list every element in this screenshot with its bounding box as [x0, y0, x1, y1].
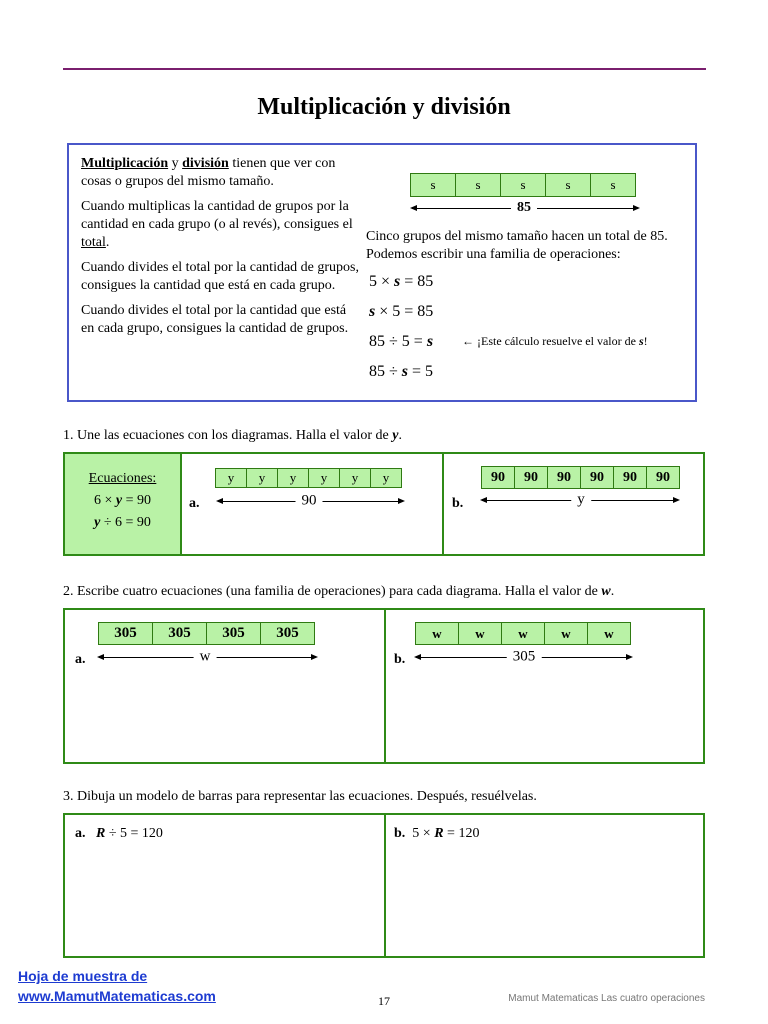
q1-a-label: a.: [189, 496, 200, 511]
intro-paragraph-3: Cuando divides el total por la cantidad de grupos, consigues la cantidad que está en cada grupo.: [81, 260, 359, 293]
intro-desc-line-1: Cinco grupos del mismo tamaño hacen un total de 85.: [366, 229, 668, 244]
bar-cell: w: [587, 622, 631, 645]
bar-cell: 90: [580, 466, 614, 489]
q2-a-total-label: w: [194, 649, 217, 666]
q2-divider: [384, 610, 386, 762]
bar-cell: 90: [514, 466, 548, 489]
bar-cell: 305: [206, 622, 261, 645]
bar-cell: w: [501, 622, 545, 645]
q3-divider: [384, 815, 386, 956]
header-rule: [63, 68, 706, 70]
intro-paragraph-4: Cuando divides el total por la cantidad que está en cada grupo, consigues la cantidad de grupos.: [81, 303, 349, 336]
q3-a-equation: a. R ÷ 5 = 120: [75, 826, 163, 841]
intro-p1-rest: tienen que ver con cosas o grupos del mismo tamaño.: [81, 156, 336, 189]
bar-cell: w: [415, 622, 459, 645]
bar-cell: y: [277, 468, 309, 488]
q2-b-label: b.: [394, 652, 406, 667]
equation-note: ← ¡Este cálculo resuelve el valor de s!: [462, 334, 648, 348]
bar-cell: 90: [547, 466, 581, 489]
question-3-prompt: 3. Dibuja un modelo de barras para representar las ecuaciones. Después, resuélvelas.: [63, 789, 537, 804]
bar-cell: y: [339, 468, 371, 488]
term-total: total: [81, 235, 106, 250]
bar-cell: 305: [98, 622, 153, 645]
bar-cell: y: [370, 468, 402, 488]
page-title: Multiplicación y división: [257, 94, 511, 120]
intro-text: [81, 155, 361, 345]
footer-credit: Mamut Matematicas Las cuatro operaciones: [508, 993, 705, 1004]
intro-total-label: 85: [511, 200, 537, 216]
equation-3: 85 ÷ 5 = s: [369, 333, 434, 350]
intro-desc-line-2: Podemos escribir una familia de operaciones:: [366, 247, 621, 262]
equation-1: 5 × s = 85: [369, 273, 434, 290]
bar-cell: s: [455, 173, 501, 197]
equation-2: s × 5 = 85: [369, 303, 434, 320]
intro-paragraph-1: [81, 155, 361, 191]
question-1-prompt: 1. Une las ecuaciones con los diagramas. Halla el valor de y.: [63, 428, 402, 443]
q1-a-bar-model: [215, 468, 401, 488]
bar-cell: s: [590, 173, 636, 197]
bar-cell: s: [500, 173, 546, 197]
equations-panel: [65, 454, 182, 554]
q2-a-label: a.: [75, 652, 86, 667]
bar-cell: 305: [260, 622, 315, 645]
q2-a-bar-model: [98, 622, 314, 645]
bar-cell: 305: [152, 622, 207, 645]
bar-cell: y: [246, 468, 278, 488]
q3-b-equation: b. 5 × R = 120: [394, 826, 480, 841]
term-multiplication: Multiplicación: [81, 156, 169, 171]
intro-conj: y: [168, 156, 183, 171]
q1-a-total-label: 90: [296, 493, 323, 510]
bar-cell: 90: [613, 466, 647, 489]
intro-p2-end: .: [105, 235, 110, 250]
q3-b-label: b.: [394, 826, 406, 841]
q2-b-total-label: 305: [507, 649, 542, 666]
bar-cell: s: [545, 173, 591, 197]
bar-cell: y: [308, 468, 340, 488]
q1-b-total-label: y: [571, 492, 591, 509]
bar-cell: s: [410, 173, 456, 197]
question-2-prompt: 2. Escribe cuatro ecuaciones (una familia de operaciones) para cada diagrama. Halla el valor de w.: [63, 584, 615, 599]
term-division: división: [182, 156, 229, 171]
bar-cell: y: [215, 468, 247, 488]
intro-description: [366, 228, 668, 264]
bar-cell: w: [458, 622, 502, 645]
question-3-box: [63, 813, 705, 958]
footer-link-line-2[interactable]: www.MamutMatematicas.com: [18, 988, 216, 1004]
equation-option-2: y ÷ 6 = 90: [94, 515, 151, 530]
intro-p2-text: Cuando multiplicas la cantidad de grupos por la cantidad en cada grupo (o al revés), consigues el: [81, 199, 353, 232]
page-number: 17: [378, 994, 390, 1008]
bar-cell: w: [544, 622, 588, 645]
question-2-box: [63, 608, 705, 764]
q1-b-label: b.: [452, 496, 464, 511]
question-1-box: [63, 452, 705, 556]
q2-b-bar-model: [415, 622, 630, 645]
q3-a-label: a.: [75, 826, 86, 841]
intro-bar-model: [410, 173, 635, 197]
q1-b-bar-model: [481, 466, 679, 489]
q1-divider: [442, 454, 444, 554]
intro-box: [67, 143, 697, 402]
equation-option-1: 6 × y = 90: [93, 493, 152, 508]
footer-link-line-1[interactable]: Hoja de muestra de: [18, 968, 148, 984]
intro-paragraph-2: [81, 198, 361, 252]
bar-cell: 90: [481, 466, 515, 489]
bar-cell: 90: [646, 466, 680, 489]
equation-4: 85 ÷ s = 5: [369, 363, 434, 380]
equations-header: Ecuaciones:: [88, 471, 157, 486]
